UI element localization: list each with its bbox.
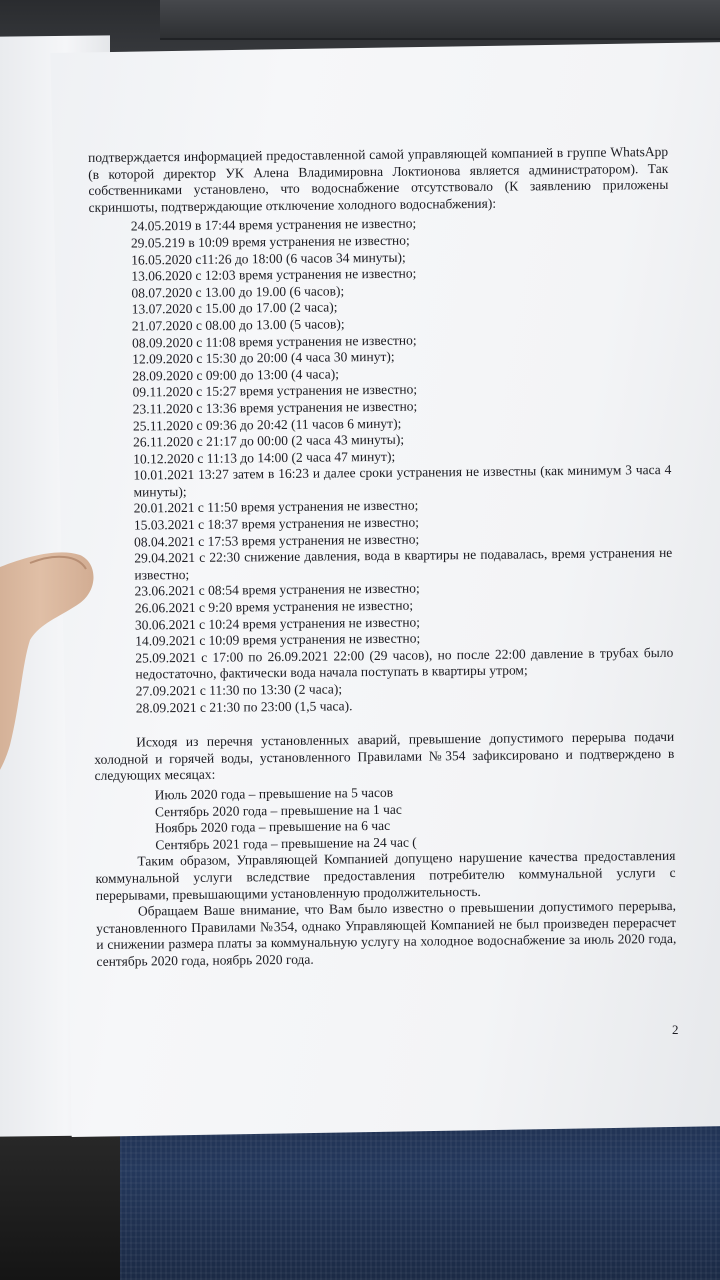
outage-item: 25.09.2021 с 17:00 по 26.09.2021 22:00 (29 часов), но после 22:00 давление в трубах было недостаточно, фактически вода начала поступать в квартиры утром; bbox=[135, 644, 674, 682]
outage-item: 15.03.2021 с 18:37 время устранения не известно; bbox=[133, 514, 420, 533]
outage-item: 25.11.2020 с 09:36 до 20:42 (11 часов 6 минут); bbox=[132, 415, 402, 434]
outage-item: 27.09.2021 с 11:30 по 13:30 (2 часа); bbox=[135, 681, 343, 699]
notice-paragraph: Обращаем Ваше внимание, что Вам было известно о превышении допустимого перерыва, установленного Правилами №354, однако Управляющей Компанией не был произведен перерасчет и снижении размера платы за коммунальную услугу на холодное водоснабжение за июль 2020 года, сентябрь 2020 года, ноябрь 2020 года. bbox=[96, 898, 677, 969]
outage-item: 24.05.2019 в 17:44 время устранения не известно; bbox=[130, 215, 417, 234]
intro-paragraph: подтверждается информацией предоставленной самой управляющей компанией в группе WhatsApp (в которой директор УК Алена Владимировна Локтионова является администратором). Так собственниками установлено, что водоснабжение отсутствовало (К заявлению приложены скриншоты, подтверждающие отключение холодного водоснабжения): bbox=[88, 143, 669, 215]
summary-paragraph: Исходя из перечня установленных аварий, превышение допустимого перерыва подачи холодной и горячей воды, установленного Правилами №354 зафиксировано и подтверждено в следующих месяцах: bbox=[94, 729, 675, 784]
document-text bbox=[88, 144, 677, 971]
outage-item: 30.06.2021 с 10:24 время устранения не известно; bbox=[134, 614, 421, 633]
outage-item: 23.06.2021 с 08:54 время устранения не известно; bbox=[134, 580, 420, 599]
outage-item: 12.09.2020 с 15:30 до 20:00 (4 часа 30 минут); bbox=[132, 348, 395, 367]
outage-item: 10.01.2021 13:27 затем в 16:23 и далее сроки устранения не известны (как минимум 3 часа 4 минуты); bbox=[133, 462, 672, 500]
outage-item: 09.11.2020 с 15:27 время устранения не известно; bbox=[132, 381, 418, 400]
exceedance-item: Сентябрь 2021 года – превышение на 24 час ( bbox=[155, 834, 417, 853]
car-dashboard bbox=[160, 0, 720, 40]
outage-item: 08.09.2020 с 11:08 время устранения не известно; bbox=[131, 332, 417, 351]
outage-item: 10.12.2020 с 11:13 до 14:00 (2 часа 47 минут); bbox=[133, 448, 396, 467]
outage-item: 08.04.2021 с 17:53 время устранения не известно; bbox=[134, 531, 420, 550]
outage-item: 26.06.2021 с 9:20 время устранения не известно; bbox=[134, 597, 414, 616]
outage-item: 14.09.2021 с 10:09 время устранения не известно; bbox=[135, 630, 421, 649]
outage-item: 16.05.2020 с11:26 до 18:00 (6 часов 34 минуты); bbox=[131, 249, 406, 268]
outage-item: 28.09.2020 с 09:00 до 13:00 (4 часа); bbox=[132, 366, 339, 384]
outage-item: 13.07.2020 с 15.00 до 17.00 (2 часа); bbox=[131, 299, 338, 317]
outage-item: 28.09.2021 с 21:30 по 23:00 (1,5 часа). bbox=[135, 697, 353, 716]
outage-item: 23.11.2020 с 13:36 время устранения не известно; bbox=[132, 398, 418, 417]
outage-item: 13.06.2020 с 12:03 время устранения не известно; bbox=[131, 265, 417, 284]
outage-item: 29.05.219 в 10:09 время устранения не известно; bbox=[130, 232, 410, 251]
outage-item: 21.07.2020 с 08.00 до 13.00 (5 часов); bbox=[131, 316, 345, 334]
exceedance-item: Июль 2020 года – превышение на 5 часов bbox=[154, 784, 394, 803]
exceedance-list bbox=[95, 782, 676, 854]
conclusion-paragraph: Таким образом, Управляющей Компанией допущено нарушение качества предоставления коммунальной услуги вследствие предоставления потребителю коммунальной услуги с перерывами, превышающими установленную продолжительность. bbox=[95, 848, 676, 903]
exceedance-item: Сентябрь 2020 года – превышение на 1 час bbox=[154, 801, 402, 819]
hand-holding-paper bbox=[0, 545, 100, 805]
outage-item: 20.01.2021 с 11:50 время устранения не известно; bbox=[133, 498, 419, 517]
outage-item: 29.04.2021 с 22:30 снижение давления, вода в квартиры не подавалась, время устранения не известно; bbox=[134, 545, 673, 583]
exceedance-item: Ноябрь 2020 года – превышение на 6 час bbox=[155, 818, 391, 836]
outage-item: 08.07.2020 с 13.00 до 19.00 (6 часов); bbox=[131, 283, 345, 301]
outage-item: 26.11.2020 с 21:17 до 00:00 (2 часа 43 минуты); bbox=[132, 431, 405, 450]
outage-list bbox=[89, 213, 674, 717]
page-number: 2 bbox=[672, 1022, 679, 1037]
car-door-panel bbox=[0, 1120, 120, 1280]
